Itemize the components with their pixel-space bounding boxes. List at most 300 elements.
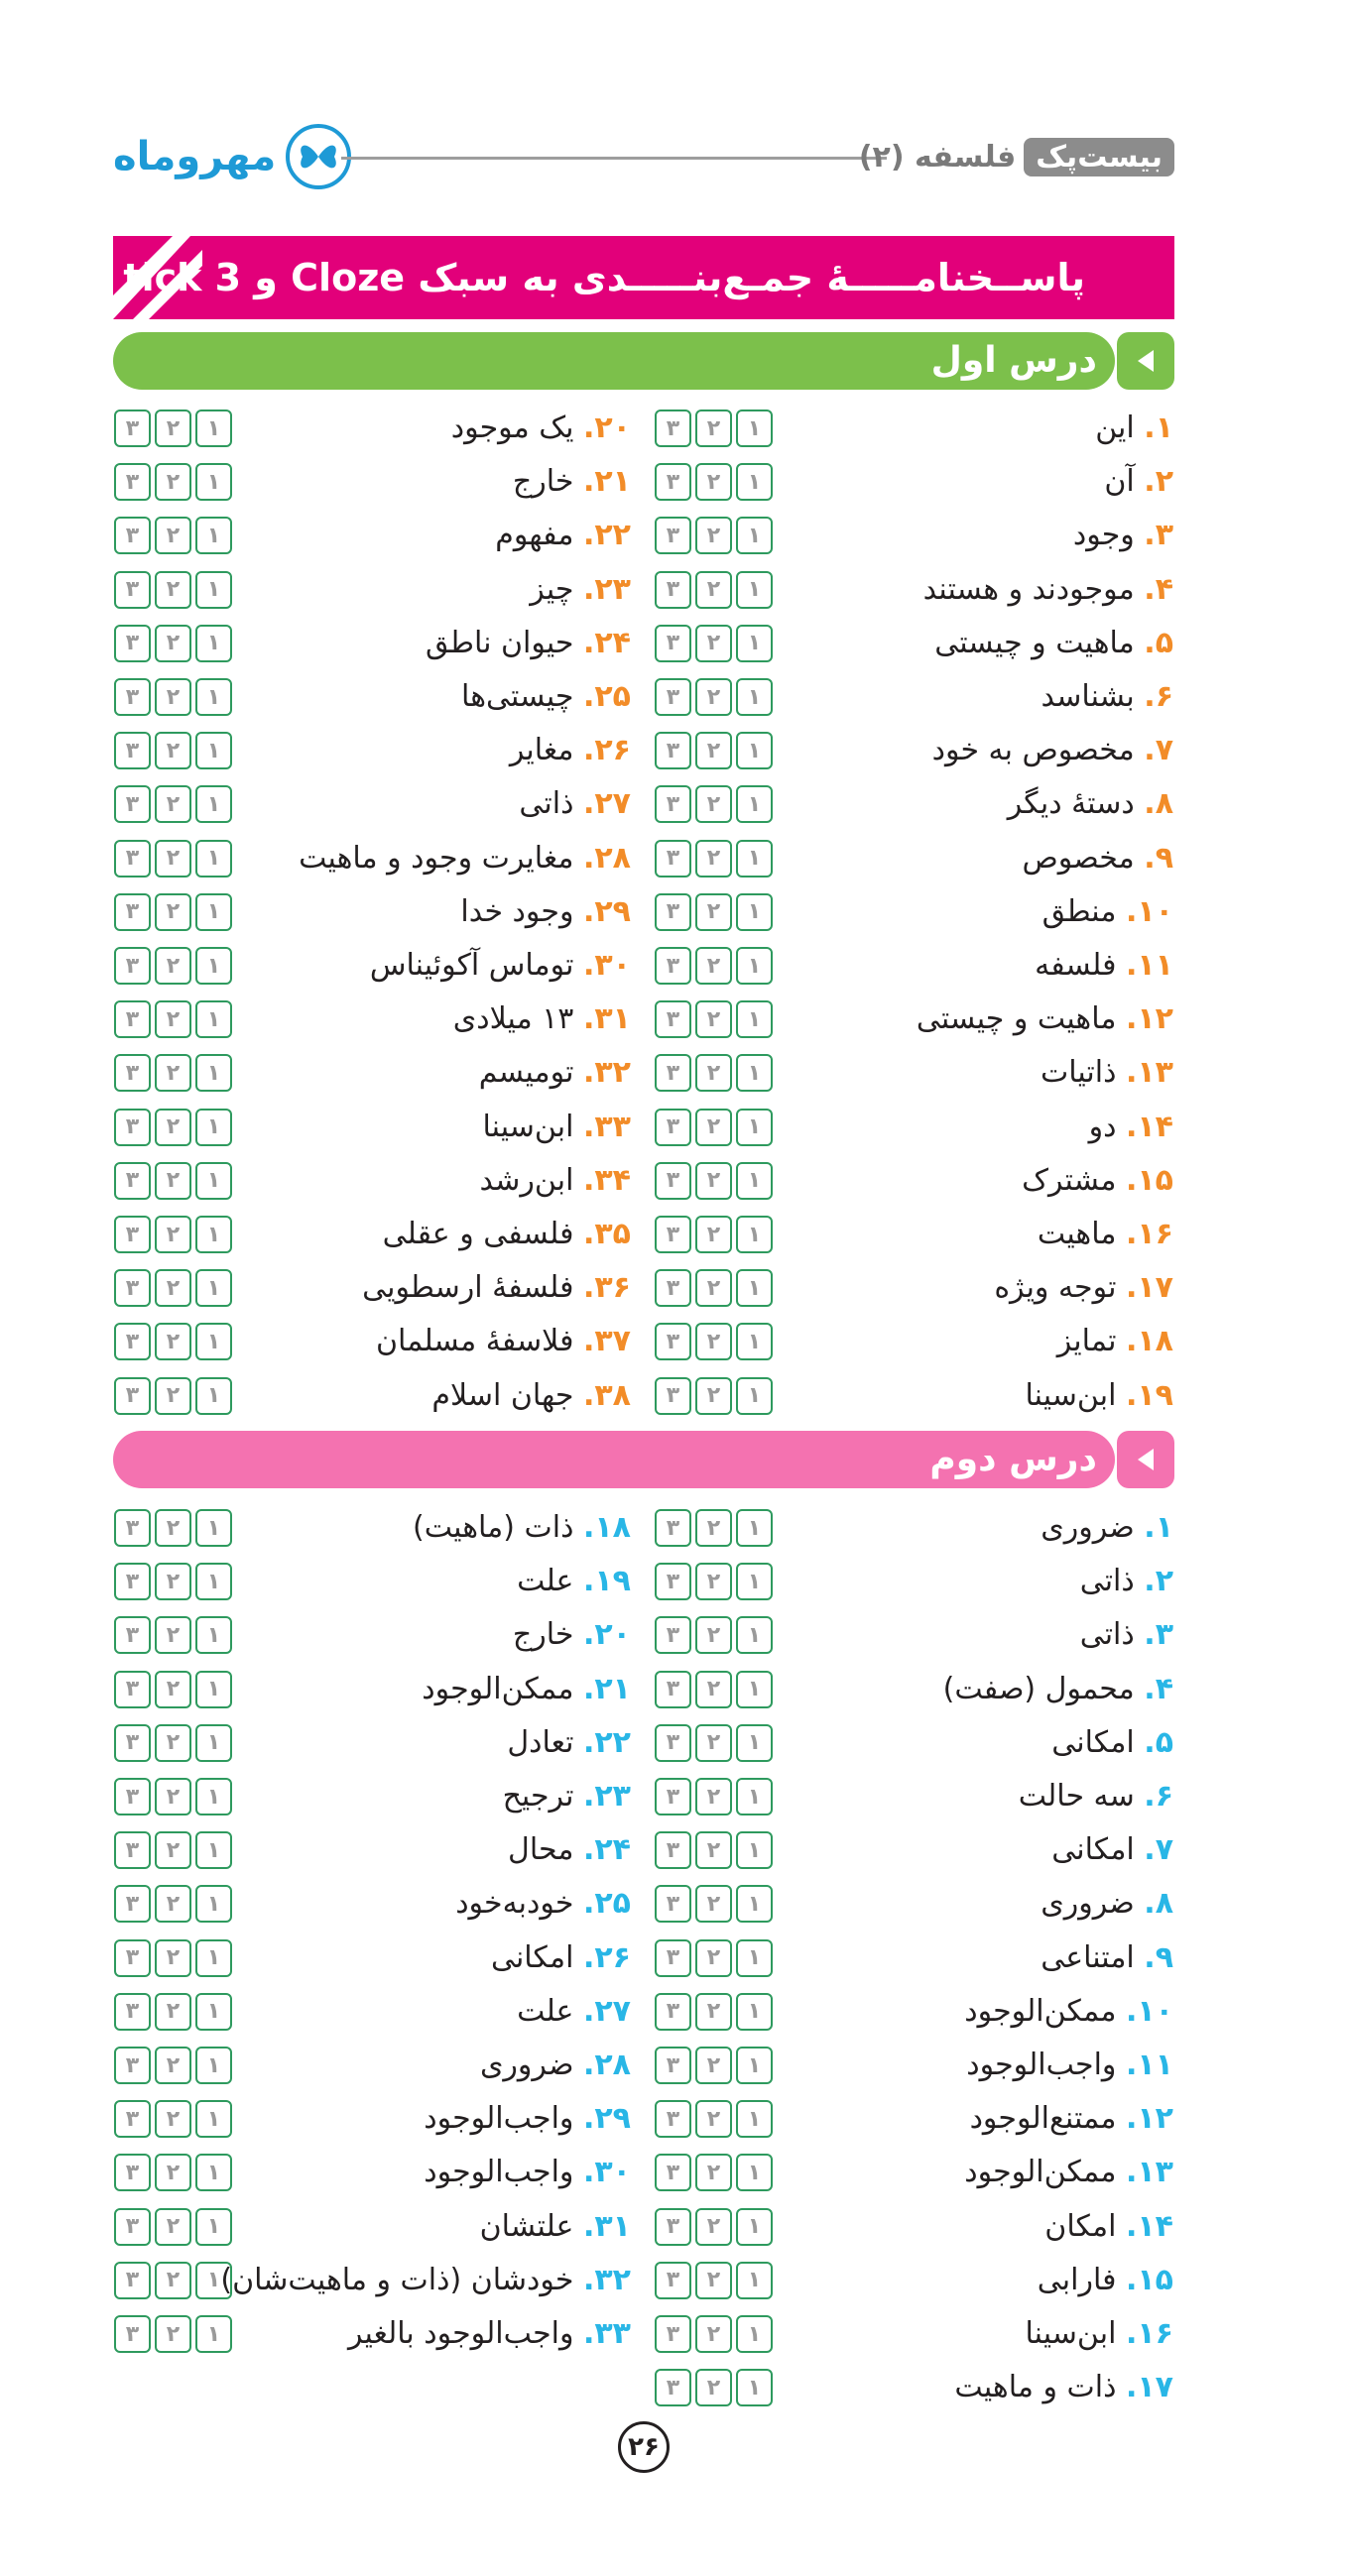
tick-checkbox[interactable]: ۱ [736,2208,773,2246]
tick-boxes [114,1671,233,1708]
tick-checkbox[interactable]: ۱ [736,2262,773,2299]
tick-checkbox[interactable]: ۱ [195,947,232,985]
tick-checkbox[interactable]: ۳ [655,1377,691,1415]
tick-checkbox[interactable]: ۳ [655,840,691,878]
tick-checkbox[interactable]: ۱ [736,1216,773,1253]
tick-checkbox[interactable]: ۳ [114,1671,151,1708]
answer-number: ۳. [1144,1617,1173,1653]
tick-boxes [114,1000,233,1038]
tick-checkbox[interactable]: ۱ [736,893,773,931]
tick-checkbox[interactable]: ۳ [655,785,691,823]
tick-checkbox[interactable]: ۱ [195,1616,232,1654]
tick-checkbox[interactable]: ۳ [114,1269,151,1307]
tick-checkbox[interactable]: ۱ [195,1831,232,1869]
answer-text [370,944,631,988]
tick-checkbox[interactable]: ۱ [195,1109,232,1146]
answer-value: ابن‌سینا [1025,2316,1126,2351]
tick-checkbox[interactable]: ۱ [195,2208,232,2246]
tick-checkbox[interactable]: ۳ [655,2208,691,2246]
tick-checkbox[interactable]: ۳ [114,1162,151,1200]
tick-checkbox[interactable]: ۳ [114,410,151,447]
answer-row [0,1106,1347,1149]
tick-checkbox[interactable]: ۲ [695,1109,732,1146]
tick-checkbox[interactable]: ۱ [736,1724,773,1762]
tick-checkbox[interactable]: ۱ [195,1885,232,1923]
tick-checkbox[interactable]: ۲ [695,893,732,931]
tick-checkbox[interactable]: ۳ [114,1563,151,1600]
tick-boxes [114,463,233,501]
tick-checkbox[interactable]: ۲ [695,571,732,609]
tick-checkbox[interactable]: ۲ [155,517,191,554]
answer-text [424,2151,631,2194]
tick-checkbox[interactable]: ۳ [655,2100,691,2138]
tick-checkbox[interactable]: ۲ [155,2100,191,2138]
tick-checkbox[interactable]: ۱ [195,2047,232,2084]
tick-checkbox[interactable]: ۳ [114,1000,151,1038]
answer-value: خودبه‌خود [455,1886,583,1922]
tick-checkbox[interactable]: ۱ [195,1939,232,1977]
answer-number: ۲۸. [582,2048,631,2082]
answer-row [0,944,1347,988]
tick-checkbox[interactable]: ۲ [695,517,732,554]
answer-text [362,1266,631,1310]
tick-checkbox[interactable]: ۲ [155,1778,191,1815]
tick-checkbox[interactable]: ۳ [655,947,691,985]
tick-checkbox[interactable]: ۳ [114,571,151,609]
answer-text [413,1506,631,1550]
tick-checkbox[interactable]: ۱ [195,1671,232,1708]
tick-checkbox[interactable]: ۱ [736,1778,773,1815]
tick-checkbox[interactable]: ۲ [155,1000,191,1038]
answer-value: سه حالت [1018,1779,1145,1814]
tick-checkbox[interactable]: ۲ [695,1323,732,1360]
tick-checkbox[interactable]: ۳ [114,1616,151,1654]
answer-number: ۳۱. [582,2208,631,2244]
tick-checkbox[interactable]: ۳ [114,1109,151,1146]
tick-checkbox[interactable]: ۲ [155,1831,191,1869]
tick-checkbox[interactable]: ۲ [155,840,191,878]
answer-number: ۲۳. [582,1779,631,1814]
tick-checkbox[interactable]: ۱ [736,571,773,609]
tick-checkbox[interactable]: ۳ [114,1323,151,1360]
tick-checkbox[interactable]: ۲ [155,732,191,769]
tick-checkbox[interactable]: ۳ [655,2047,691,2084]
tick-checkbox[interactable]: ۱ [736,2047,773,2084]
tick-checkbox[interactable]: ۱ [195,625,232,662]
answer-number: ۱۰. [1125,1993,1173,2029]
answer-number: ۱۳. [1125,2155,1173,2190]
answer-number: ۲۱. [582,464,631,500]
tick-checkbox[interactable]: ۱ [195,732,232,769]
answer-number: ۳۶. [582,1270,631,1306]
answer-number: ۱۷. [1125,1270,1173,1306]
tick-checkbox[interactable]: ۱ [195,1377,232,1415]
tick-checkbox[interactable]: ۲ [695,1831,732,1869]
answer-number: ۲۲. [582,1724,631,1760]
play-arrow-icon [1138,1449,1154,1470]
tick-checkbox[interactable]: ۳ [114,2100,151,2138]
answer-number: ۳۰. [582,2155,631,2190]
tick-checkbox[interactable]: ۲ [695,1054,732,1092]
tick-checkbox[interactable]: ۲ [695,463,732,501]
tick-checkbox[interactable]: ۲ [155,463,191,501]
tick-checkbox[interactable]: ۱ [195,1993,232,2031]
tick-checkbox[interactable]: ۲ [155,2047,191,2084]
tick-boxes [114,1563,233,1600]
tick-checkbox[interactable]: ۲ [695,1939,732,1977]
tick-checkbox[interactable]: ۲ [695,1162,732,1200]
tick-checkbox[interactable]: ۲ [695,625,732,662]
tick-checkbox[interactable]: ۲ [155,1563,191,1600]
tick-checkbox[interactable]: ۳ [655,1831,691,1869]
tick-checkbox[interactable]: ۱ [736,1993,773,2031]
tick-checkbox[interactable]: ۲ [155,947,191,985]
tick-checkbox[interactable]: ۱ [736,1269,773,1307]
answer-value: ذاتی [1079,1564,1145,1599]
tick-checkbox[interactable]: ۲ [695,1000,732,1038]
answer-number: ۱۹. [1125,1377,1173,1413]
tick-checkbox[interactable]: ۱ [195,1000,232,1038]
tick-checkbox[interactable]: ۳ [655,571,691,609]
tick-checkbox[interactable]: ۱ [195,571,232,609]
tick-checkbox[interactable]: ۱ [736,2315,773,2353]
tick-checkbox[interactable]: ۲ [695,2047,732,2084]
tick-checkbox[interactable]: ۳ [655,625,691,662]
tick-checkbox[interactable]: ۲ [695,840,732,878]
tick-checkbox[interactable]: ۳ [114,840,151,878]
tick-checkbox[interactable]: ۲ [695,678,732,716]
answer-number: ۲۸. [582,840,631,876]
tick-checkbox[interactable]: ۱ [195,2154,232,2191]
answer-number: ۱. [1144,410,1173,445]
answer-value: جهان اسلام [431,1377,583,1413]
answer-value: واجب‌الوجود [966,2048,1126,2082]
tick-checkbox[interactable]: ۲ [695,2100,732,2138]
answer-row [0,1882,1347,1926]
tick-checkbox[interactable]: ۳ [655,2369,691,2406]
play-arrow-icon [1138,350,1154,372]
tick-checkbox[interactable]: ۱ [195,2100,232,2138]
tick-checkbox[interactable]: ۱ [195,2315,232,2353]
answer-number: ۸. [1144,786,1173,822]
tick-checkbox[interactable]: ۲ [155,893,191,931]
answer-number: ۵. [1144,1724,1173,1760]
tick-checkbox[interactable]: ۳ [655,463,691,501]
tick-checkbox[interactable]: ۳ [655,678,691,716]
tick-checkbox[interactable]: ۱ [736,625,773,662]
tick-checkbox[interactable]: ۲ [695,1885,732,1923]
tick-checkbox[interactable]: ۳ [655,1509,691,1547]
tick-checkbox[interactable]: ۲ [155,2315,191,2353]
tick-checkbox[interactable]: ۲ [155,678,191,716]
tick-boxes [114,1831,233,1869]
tick-checkbox[interactable]: ۲ [155,2262,191,2299]
tick-checkbox[interactable]: ۲ [695,1724,732,1762]
answer-number: ۲۴. [582,1832,631,1868]
answer-number: ۱۴. [1125,2208,1173,2244]
tick-checkbox[interactable]: ۲ [155,571,191,609]
tick-checkbox[interactable]: ۳ [114,947,151,985]
tick-checkbox[interactable]: ۳ [655,1162,691,1200]
answer-text [480,2205,631,2249]
tick-boxes [114,893,233,931]
answer-value: موجودند و هستند [922,571,1145,607]
answer-number: ۱۲. [1125,1001,1173,1037]
tick-checkbox[interactable]: ۲ [695,1269,732,1307]
tick-checkbox[interactable]: ۱ [195,1509,232,1547]
answer-number: ۱۳. [1125,1055,1173,1091]
tick-checkbox[interactable]: ۳ [114,463,151,501]
tick-checkbox[interactable]: ۱ [736,1939,773,1977]
tick-checkbox[interactable]: ۱ [736,1671,773,1708]
tick-checkbox[interactable]: ۱ [195,2262,232,2299]
tick-checkbox[interactable]: ۲ [695,1778,732,1815]
tick-checkbox[interactable]: ۱ [736,1831,773,1869]
tick-checkbox[interactable]: ۳ [114,1054,151,1092]
tick-checkbox[interactable]: ۱ [195,1269,232,1307]
tick-boxes [114,1377,233,1415]
tick-checkbox[interactable]: ۱ [195,1216,232,1253]
tick-checkbox[interactable]: ۱ [736,1563,773,1600]
tick-checkbox[interactable]: ۲ [155,1377,191,1415]
answer-value: محمول (صفت) [942,1671,1145,1706]
answer-row [0,460,1347,504]
tick-checkbox[interactable]: ۱ [195,785,232,823]
section-label: درس اول [930,340,1097,381]
tick-checkbox[interactable]: ۲ [695,1377,732,1415]
tick-checkbox[interactable]: ۳ [114,678,151,716]
tick-checkbox[interactable]: ۲ [155,1993,191,2031]
answer-number: ۳۲. [582,1055,631,1091]
tick-checkbox[interactable]: ۲ [695,785,732,823]
answer-value: این [1095,410,1145,445]
tick-checkbox[interactable]: ۱ [195,1054,232,1092]
tick-checkbox[interactable]: ۳ [655,1939,691,1977]
tick-checkbox[interactable]: ۳ [114,1724,151,1762]
tick-checkbox[interactable]: ۱ [736,1509,773,1547]
tick-checkbox[interactable]: ۲ [695,2315,732,2353]
tick-checkbox[interactable]: ۳ [655,1778,691,1815]
answer-row [0,1213,1347,1256]
tick-checkbox[interactable]: ۲ [155,1216,191,1253]
tick-checkbox[interactable]: ۱ [736,517,773,554]
tick-checkbox[interactable]: ۲ [155,1885,191,1923]
answer-text [453,997,631,1041]
tick-checkbox[interactable]: ۲ [695,1616,732,1654]
tick-checkbox[interactable]: ۱ [195,410,232,447]
tick-checkbox[interactable]: ۳ [655,1563,691,1600]
tick-checkbox[interactable]: ۲ [695,1563,732,1600]
tick-checkbox[interactable]: ۳ [114,2315,151,2353]
tick-checkbox[interactable]: ۳ [655,2315,691,2353]
tick-checkbox[interactable]: ۱ [736,1377,773,1415]
tick-checkbox[interactable]: ۱ [736,678,773,716]
answer-value: خارج [512,1617,583,1653]
section-header-lesson-2 [113,1431,1174,1488]
tick-checkbox[interactable]: ۲ [695,2208,732,2246]
answer-value: ضروری [479,2048,583,2082]
tick-checkbox[interactable]: ۳ [114,1509,151,1547]
answer-value: علتشان [479,2208,583,2244]
tick-checkbox[interactable]: ۳ [655,1993,691,2031]
tick-checkbox[interactable]: ۳ [114,2208,151,2246]
tick-checkbox[interactable]: ۳ [114,785,151,823]
tick-checkbox[interactable]: ۲ [155,1109,191,1146]
tick-checkbox[interactable]: ۱ [195,1162,232,1200]
tick-checkbox[interactable]: ۱ [736,2100,773,2138]
tick-checkbox[interactable]: ۲ [155,1054,191,1092]
tick-checkbox[interactable]: ۳ [114,1885,151,1923]
answer-value: مغایر [509,733,583,768]
answer-row [0,1613,1347,1657]
tick-checkbox[interactable]: ۳ [114,1377,151,1415]
tick-boxes [114,410,233,447]
tick-checkbox[interactable]: ۱ [736,947,773,985]
answer-text [479,1051,631,1095]
tick-checkbox[interactable]: ۱ [195,893,232,931]
answer-row [0,729,1347,772]
tick-checkbox[interactable]: ۳ [114,2154,151,2191]
answer-value: توماس آکوئیناس [369,948,583,983]
answer-value: امکان [1044,2208,1126,2244]
tick-checkbox[interactable]: ۱ [195,1323,232,1360]
tick-checkbox[interactable]: ۲ [695,410,732,447]
tick-checkbox[interactable]: ۳ [114,625,151,662]
answer-text [507,1721,631,1765]
tick-checkbox[interactable]: ۳ [655,1269,691,1307]
tick-checkbox[interactable]: ۱ [195,1724,232,1762]
tick-boxes [114,840,233,878]
answer-number: ۷. [1144,733,1173,768]
tick-checkbox[interactable]: ۱ [736,2154,773,2191]
tick-checkbox[interactable]: ۱ [736,410,773,447]
tick-checkbox[interactable]: ۲ [695,947,732,985]
tick-checkbox[interactable]: ۲ [155,785,191,823]
tick-checkbox[interactable]: ۳ [655,1000,691,1038]
tick-checkbox[interactable]: ۲ [695,1216,732,1253]
tick-checkbox[interactable]: ۱ [736,1162,773,1200]
tick-checkbox[interactable]: ۲ [155,1162,191,1200]
answer-number: ۲. [1144,464,1173,500]
answer-value: حیوان ناطق [426,625,583,660]
answer-value: ذاتیات [1040,1055,1126,1091]
tick-checkbox[interactable]: ۳ [114,1939,151,1977]
answer-text [513,460,631,504]
tick-checkbox[interactable]: ۱ [195,678,232,716]
tick-boxes [655,2369,774,2406]
tick-checkbox[interactable]: ۱ [195,1563,232,1600]
answer-row [0,782,1347,826]
tick-checkbox[interactable]: ۱ [195,463,232,501]
tick-checkbox[interactable]: ۳ [655,1216,691,1253]
tick-checkbox[interactable]: ۳ [655,732,691,769]
tick-checkbox[interactable]: ۲ [155,1671,191,1708]
tick-checkbox[interactable]: ۲ [695,2262,732,2299]
tick-checkbox[interactable]: ۲ [155,1724,191,1762]
tick-checkbox[interactable]: ۳ [655,410,691,447]
tick-checkbox[interactable]: ۲ [155,2154,191,2191]
tick-checkbox[interactable]: ۳ [114,2262,151,2299]
tick-checkbox[interactable]: ۲ [695,1509,732,1547]
tick-checkbox[interactable]: ۳ [655,1885,691,1923]
tick-checkbox[interactable]: ۲ [155,1323,191,1360]
tick-boxes [114,2047,233,2084]
answer-value: ممکن‌الوجود [964,2155,1126,2190]
answer-number: ۳۷. [582,1324,631,1359]
section-tag [1117,1431,1174,1488]
answer-value: مغایرت وجود و ماهیت [299,840,583,876]
tick-checkbox[interactable]: ۱ [736,463,773,501]
tick-checkbox[interactable]: ۲ [695,1671,732,1708]
tick-checkbox[interactable]: ۱ [736,785,773,823]
tick-checkbox[interactable]: ۳ [114,1993,151,2031]
answer-number: ۹. [1144,840,1173,876]
tick-checkbox[interactable]: ۱ [736,1323,773,1360]
answer-number: ۴. [1144,1671,1173,1706]
tick-checkbox[interactable]: ۱ [736,1054,773,1092]
answer-number: ۱۴. [1125,1109,1173,1144]
tick-checkbox[interactable]: ۲ [695,2154,732,2191]
tick-checkbox[interactable]: ۲ [155,1939,191,1977]
answer-text [530,568,631,612]
tick-checkbox[interactable]: ۳ [655,517,691,554]
tick-checkbox[interactable]: ۱ [736,1000,773,1038]
brand-logo [113,117,351,196]
tick-checkbox[interactable]: ۲ [155,2208,191,2246]
tick-checkbox[interactable]: ۳ [655,893,691,931]
tick-checkbox[interactable]: ۱ [736,1109,773,1146]
tick-checkbox[interactable]: ۳ [114,517,151,554]
answer-value: امکانی [1051,1724,1145,1760]
tick-checkbox[interactable]: ۳ [655,1323,691,1360]
tick-checkbox[interactable]: ۲ [695,2369,732,2406]
tick-checkbox[interactable]: ۳ [655,1724,691,1762]
tick-checkbox[interactable]: ۲ [695,732,732,769]
tick-checkbox[interactable]: ۲ [155,1616,191,1654]
tick-checkbox[interactable]: ۲ [695,1993,732,2031]
tick-checkbox[interactable]: ۳ [114,732,151,769]
answer-value: ترجیح [502,1779,583,1814]
tick-checkbox[interactable]: ۱ [736,840,773,878]
tick-checkbox[interactable]: ۳ [655,1054,691,1092]
tick-checkbox[interactable]: ۳ [655,1616,691,1654]
tick-checkbox[interactable]: ۱ [195,1778,232,1815]
tick-checkbox[interactable]: ۳ [655,1109,691,1146]
tick-checkbox[interactable]: ۳ [114,1216,151,1253]
tick-checkbox[interactable]: ۱ [736,732,773,769]
answer-number: ۳۸. [582,1377,631,1413]
tick-checkbox[interactable]: ۲ [155,1269,191,1307]
tick-checkbox[interactable]: ۲ [155,1509,191,1547]
tick-checkbox[interactable]: ۱ [195,517,232,554]
tick-checkbox[interactable]: ۳ [114,1831,151,1869]
tick-checkbox[interactable]: ۱ [736,2369,773,2406]
tick-checkbox[interactable]: ۲ [155,410,191,447]
tick-checkbox[interactable]: ۲ [155,625,191,662]
tick-checkbox[interactable]: ۳ [655,2154,691,2191]
tick-checkbox[interactable]: ۱ [736,1616,773,1654]
tick-checkbox[interactable]: ۳ [655,1671,691,1708]
tick-boxes [114,678,233,716]
tick-checkbox[interactable]: ۳ [114,893,151,931]
tick-checkbox[interactable]: ۱ [195,840,232,878]
answer-row [0,2097,1347,2141]
tick-checkbox[interactable]: ۳ [655,2262,691,2299]
answer-row [0,2259,1347,2302]
tick-checkbox[interactable]: ۱ [736,1885,773,1923]
tick-checkbox[interactable]: ۳ [114,1778,151,1815]
tick-checkbox[interactable]: ۳ [114,2047,151,2084]
